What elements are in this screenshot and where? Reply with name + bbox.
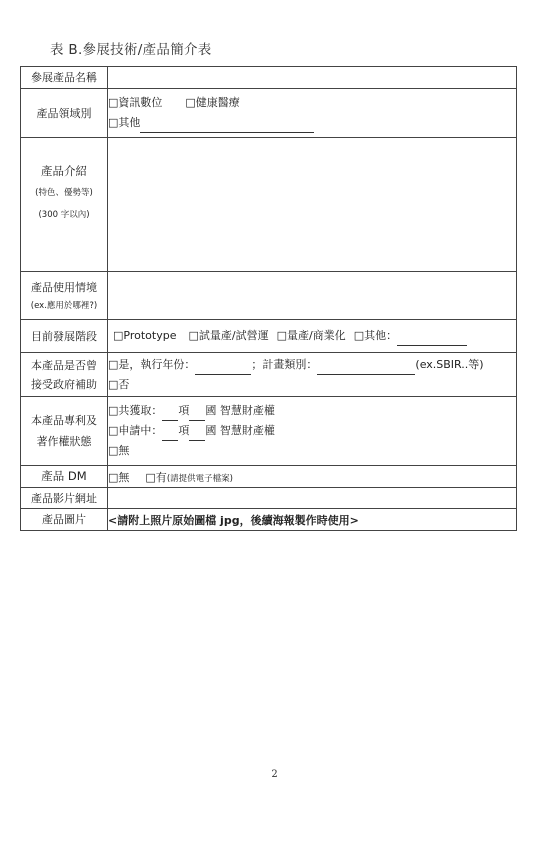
product-intro-field[interactable] [108, 138, 517, 272]
subsidy-example: (ex.SBIR..等) [415, 357, 484, 371]
patent-label-line2: 著作權狀態 [36, 435, 92, 448]
granted-items-unit: 項 [178, 404, 190, 417]
row-product-photo [21, 509, 517, 531]
label-product-intro [21, 138, 108, 272]
label-product-name: 參展產品名稱 [21, 67, 108, 89]
product-intro-table [20, 66, 517, 531]
row-usage-scenario [21, 272, 517, 320]
checkbox-dm-no[interactable]: □無 [108, 470, 130, 484]
pending-country-blank[interactable] [189, 428, 205, 441]
label-product-dm: 產品 DM [21, 466, 108, 488]
label-product-field: 產品領域別 [21, 89, 108, 138]
label-dev-stage: 目前發展階段 [21, 320, 108, 353]
checkbox-patent-pending[interactable]: □申請中： [108, 424, 163, 437]
plan-category-blank[interactable] [317, 362, 415, 375]
photo-upload-note: <請附上照片原始圖檔 jpg，後續海報製作時使用> [108, 509, 517, 531]
dev-stage-options [108, 320, 517, 353]
checkbox-patent-none[interactable]: □無 [108, 444, 130, 457]
year-blank[interactable] [195, 362, 251, 375]
checkbox-other[interactable]: □其他 [108, 116, 141, 129]
granted-ip-text: 國 智慧財產權 [205, 404, 275, 417]
form-title: 表 B.參展技術/產品簡介表 [50, 42, 212, 58]
row-gov-subsidy [21, 353, 517, 397]
usage-label-main: 產品使用情境 [31, 280, 97, 294]
product-name-field[interactable] [108, 67, 517, 89]
other-field-blank[interactable] [140, 120, 314, 133]
product-dm-options [108, 466, 517, 488]
checkbox-stage-other[interactable]: □其他： [353, 329, 398, 342]
label-usage-scenario [21, 272, 108, 320]
row-product-field [21, 89, 517, 138]
pending-count-blank[interactable] [162, 428, 178, 441]
checkbox-trial[interactable]: □試量產/試營運 [188, 329, 269, 342]
gov-subsidy-options [108, 353, 517, 397]
checkbox-subsidy-no[interactable]: □否 [108, 377, 130, 391]
usage-label-example: (ex.應用於哪裡?) [30, 300, 98, 311]
checkbox-patent-granted[interactable]: □共獲取： [108, 404, 163, 417]
label-patent-status [21, 397, 108, 466]
label-video-url: 產品影片網址 [21, 488, 108, 509]
row-dev-stage [21, 320, 517, 353]
checkbox-digital[interactable]: □資訊數位 [108, 96, 163, 109]
dm-yes-note: (請提供電子檔案) [166, 473, 233, 484]
subsidy-label-line1: 本產品是否曾 [31, 358, 97, 372]
intro-label-features: (特色、優勢等) [35, 188, 93, 198]
label-product-photo: 產品圖片 [21, 509, 108, 531]
patent-status-options [108, 397, 517, 466]
row-product-name [21, 67, 517, 89]
granted-country-blank[interactable] [189, 408, 205, 421]
patent-label-line1: 本產品專利及 [31, 414, 97, 427]
checkbox-subsidy-yes[interactable]: □是，執行年份： [108, 357, 196, 371]
intro-label-limit: (300 字以內) [38, 210, 90, 220]
checkbox-dm-yes[interactable]: □有 [145, 470, 167, 484]
page-number: 2 [271, 769, 278, 780]
row-product-intro [21, 138, 517, 272]
row-patent-status [21, 397, 517, 466]
granted-count-blank[interactable] [162, 408, 178, 421]
row-product-dm [21, 466, 517, 488]
usage-scenario-field[interactable] [108, 272, 517, 320]
checkbox-health[interactable]: □健康醫療 [185, 96, 240, 109]
subsidy-label-line2: 接受政府補助 [31, 377, 97, 391]
label-gov-subsidy [21, 353, 108, 397]
intro-label-main: 產品介紹 [41, 164, 87, 178]
checkbox-prototype[interactable]: □Prototype [113, 329, 177, 342]
pending-ip-text: 國 智慧財產權 [205, 424, 275, 437]
video-url-field[interactable] [108, 488, 517, 509]
pending-items-unit: 項 [178, 424, 190, 437]
plan-category-label: ；計畫類別： [251, 357, 318, 371]
row-video-url [21, 488, 517, 509]
product-field-options [108, 89, 517, 138]
checkbox-mass-production[interactable]: □量產/商業化 [276, 329, 346, 342]
stage-other-blank[interactable] [397, 333, 467, 346]
